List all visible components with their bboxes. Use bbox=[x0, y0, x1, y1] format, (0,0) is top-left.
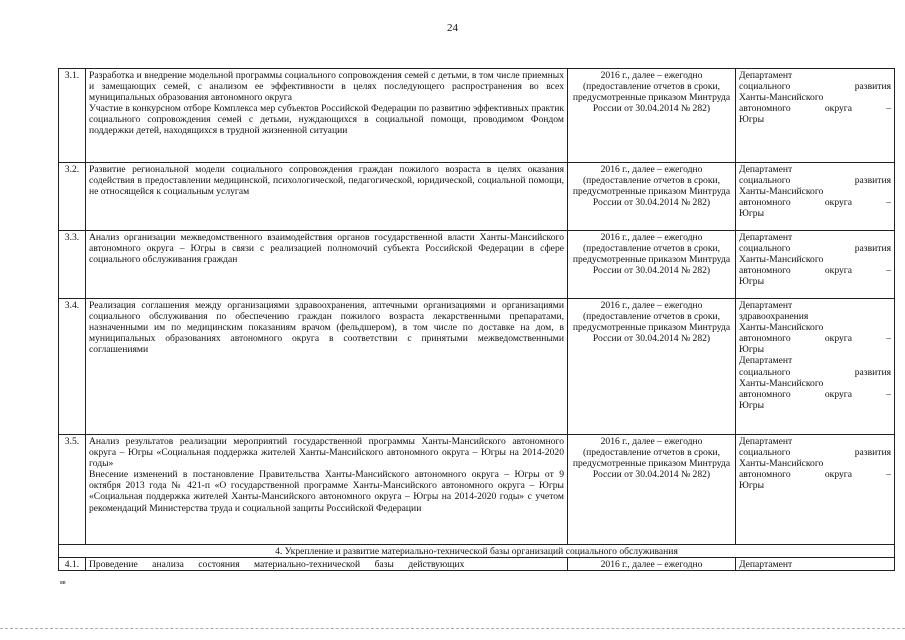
scan-artifact-line bbox=[0, 628, 905, 630]
responsible-line: социального развития bbox=[739, 447, 891, 459]
deadline-cell: 2016 г., далее – ежегодно (предоставление отчетов в сроки, предусмотренные приказом Минтруда России от 30.04.2014 № 282) bbox=[568, 69, 736, 163]
responsible-line: автономного округа – bbox=[739, 197, 891, 209]
responsible-line: Югры bbox=[739, 480, 765, 492]
footer-mark: яв bbox=[60, 580, 66, 586]
responsible-cell bbox=[736, 231, 895, 299]
measure-paragraph: Внесение изменений в постановление Правительства Ханты-Мансийского автономного округа – Югры от 9 октября 2013 года № 421-п «О государственной программе Ханты-Мансийского автономного округа – Югры «Социальная поддержка жителей Ханты-Мансийского автономного округа – Югры на 2014-2020 годы» с учетом рекомендаций Министерства труда и социальной защиты Российской Федерации bbox=[89, 469, 564, 514]
table-row bbox=[59, 231, 895, 299]
responsible-line: социального развития bbox=[739, 81, 891, 93]
deadline-cell: 2016 г., далее – ежегодно (предоставление отчетов в сроки, предусмотренные приказом Минтруда России от 30.04.2014 № 282) bbox=[568, 231, 736, 299]
page-number: 24 bbox=[447, 22, 458, 34]
deadline-cell: 2016 г., далее – ежегодно bbox=[568, 558, 736, 571]
measure-description bbox=[86, 231, 568, 299]
responsible-line: Департамент bbox=[739, 300, 793, 311]
responsible-line: Департамент bbox=[739, 164, 793, 175]
responsible-line: Департамент bbox=[739, 436, 793, 447]
responsible-line: Департамент bbox=[739, 232, 793, 243]
responsible-line: здравоохранения bbox=[739, 311, 809, 323]
responsible-line: социального развития bbox=[739, 366, 891, 378]
responsible-line: социального развития bbox=[739, 175, 891, 187]
measure-paragraph: Разработка и внедрение модельной программы социального сопровождения семей с детьми, в том числе приемных и замещающих семей, с анализом ее эффективности в целях последующего распространения во всех муниципальных образования автономного округа bbox=[89, 70, 564, 104]
row-number: 3.5. bbox=[59, 435, 86, 545]
responsible-line: Ханты-Мансийского bbox=[739, 458, 824, 470]
table-row bbox=[59, 435, 895, 545]
responsible-cell bbox=[736, 299, 895, 435]
row-number: 3.3. bbox=[59, 231, 86, 299]
responsible-line: автономного округа – bbox=[739, 103, 891, 115]
measure-description: Проведение анализа состояния материально-технической базы действующих bbox=[86, 558, 568, 571]
row-number: 3.4. bbox=[59, 299, 86, 435]
responsible-cell bbox=[736, 163, 895, 231]
responsible-line: Ханты-Мансийского bbox=[739, 186, 824, 198]
measure-description bbox=[86, 435, 568, 545]
responsible-cell bbox=[736, 435, 895, 545]
responsible-line: Югры bbox=[739, 208, 765, 220]
row-number: 3.1. bbox=[59, 69, 86, 163]
responsible-cell bbox=[736, 69, 895, 163]
responsible-line: Департамент bbox=[739, 70, 793, 81]
responsible-line: Ханты-Мансийского bbox=[739, 377, 824, 389]
measure-paragraph: Анализ результатов реализации мероприятий государственной программы Ханты-Мансийского автономного округа – Югры «Социальная поддержка жителей Ханты-Мансийского автономного округа – Югры на 2014-2020 годы» bbox=[89, 436, 564, 470]
responsible-line: Югры bbox=[739, 399, 765, 411]
table-row bbox=[59, 299, 895, 435]
responsible-line: автономного округа – bbox=[739, 265, 891, 277]
responsible-line: Югры bbox=[739, 114, 765, 126]
responsible-line: Ханты-Мансийского bbox=[739, 322, 824, 334]
responsible-line: Департамент bbox=[739, 355, 793, 367]
deadline-cell: 2016 г., далее – ежегодно (предоставление отчетов в сроки, предусмотренные приказом Минтруда России от 30.04.2014 № 282) bbox=[568, 299, 736, 435]
table-row bbox=[59, 163, 895, 231]
section-heading: 4. Укрепление и развитие материально-технической базы организаций социального обслуживания bbox=[59, 545, 895, 558]
measures-table bbox=[58, 68, 895, 571]
measure-paragraph: Развитие региональной модели социального сопровождения граждан пожилого возраста в целях оказания содействия в предоставлении медицинской, психологической, педагогической, юридической, социальной помощи, не относящейся к социальным услугам bbox=[89, 164, 564, 198]
table-row bbox=[59, 558, 895, 571]
responsible-line: Ханты-Мансийского bbox=[739, 92, 824, 104]
deadline-cell: 2016 г., далее – ежегодно (предоставление отчетов в сроки, предусмотренные приказом Минтруда России от 30.04.2014 № 282) bbox=[568, 163, 736, 231]
measure-description bbox=[86, 163, 568, 231]
responsible-line: Ханты-Мансийского bbox=[739, 254, 824, 266]
measure-description bbox=[86, 299, 568, 435]
responsible-line: автономного округа – bbox=[739, 469, 891, 481]
deadline-cell: 2016 г., далее – ежегодно (предоставление отчетов в сроки, предусмотренные приказом Минтруда России от 30.04.2014 № 282) bbox=[568, 435, 736, 545]
responsible-line: Югры bbox=[739, 344, 765, 356]
responsible-line: Югры bbox=[739, 276, 765, 288]
section-row bbox=[59, 545, 895, 558]
row-number: 4.1. bbox=[59, 558, 86, 571]
responsible-cell: Департамент bbox=[736, 558, 895, 571]
measure-description bbox=[86, 69, 568, 163]
responsible-line: автономного округа – bbox=[739, 388, 891, 400]
responsible-line: социального развития bbox=[739, 243, 891, 255]
table-row bbox=[59, 69, 895, 163]
measure-paragraph: Участие в конкурсном отборе Комплекса мер субъектов Российской Федерации по развитию эффективных практик социального сопровождения семей с детьми, нуждающихся в социальной помощи, проводимом Фондом поддержки детей, находящихся в трудной жизненной ситуации bbox=[89, 103, 564, 137]
responsible-line: автономного округа – bbox=[739, 333, 891, 345]
row-number: 3.2. bbox=[59, 163, 86, 231]
measure-paragraph: Реализация соглашения между организациями здравоохранения, аптечными организациями и организациями социального обслуживания по обеспечению граждан пожилого возраста лекарственными препаратами, назначенными им по медицинским показаниям врачом (фельдшером), в том числе по доставке на дом, в муниципальных образованиях автономного округа в соответствии с принятыми межведомственными соглашениями bbox=[89, 300, 564, 356]
measure-paragraph: Анализ организации межведомственного взаимодействия органов государственной власти Ханты-Мансийского автономного округа – Югры в связи с реализацией полномочий субъекта Российской Федерации в сфере социального обслуживания граждан bbox=[89, 232, 564, 266]
